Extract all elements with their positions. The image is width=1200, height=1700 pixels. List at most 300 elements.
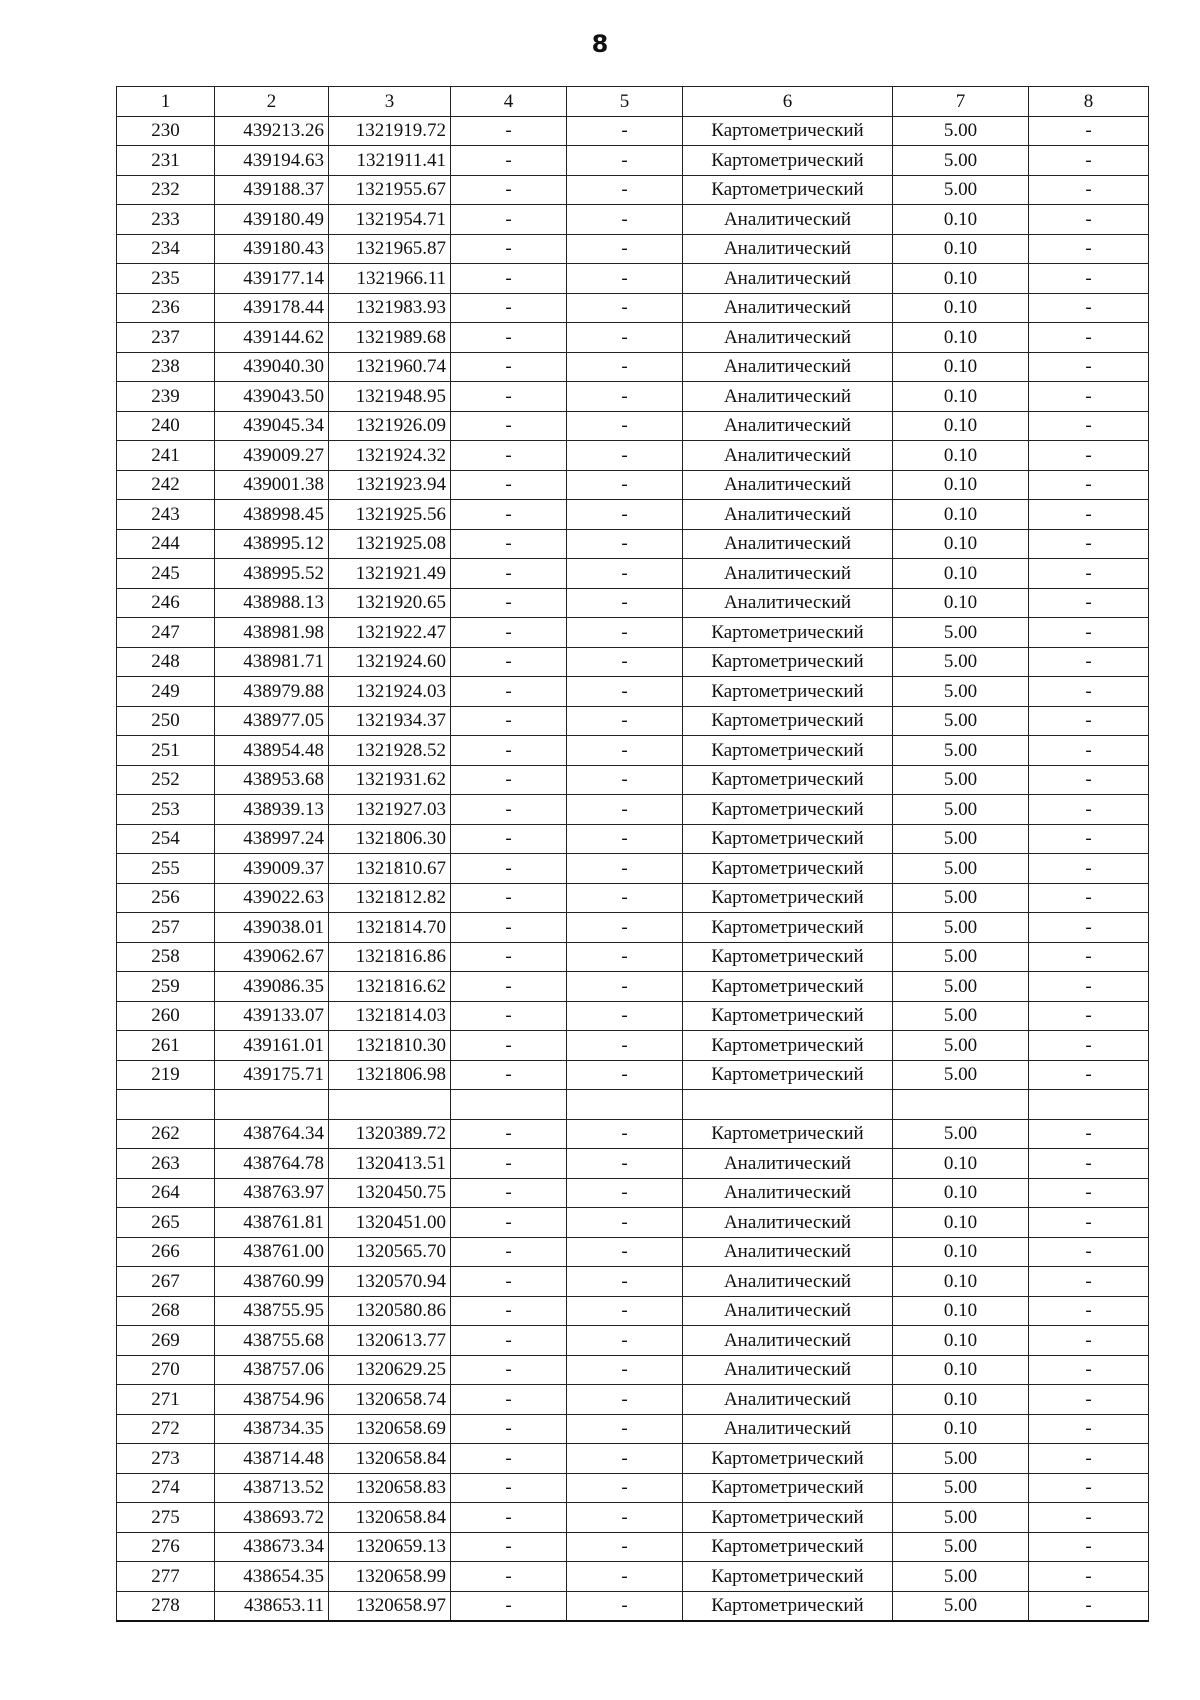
table-cell: -: [451, 1385, 567, 1415]
table-cell: Картометрический: [683, 1473, 893, 1503]
table-cell: 246: [117, 588, 215, 618]
table-cell: 5.00: [893, 972, 1029, 1002]
table-cell: 0.10: [893, 1149, 1029, 1179]
table-cell: -: [1029, 1385, 1149, 1415]
table-cell: 439062.67: [215, 942, 329, 972]
table-cell: -: [1029, 736, 1149, 766]
table-cell: -: [451, 647, 567, 677]
table-cell: Картометрический: [683, 175, 893, 205]
table-cell: -: [1029, 411, 1149, 441]
table-cell: 235: [117, 264, 215, 294]
table-cell: 5.00: [893, 854, 1029, 884]
table-cell: Картометрический: [683, 913, 893, 943]
table-cell: 270: [117, 1355, 215, 1385]
table-cell: -: [567, 1267, 683, 1297]
table-cell: 438653.11: [215, 1591, 329, 1621]
table-cell: -: [567, 382, 683, 412]
table-cell: 265: [117, 1208, 215, 1238]
table-cell: -: [1029, 913, 1149, 943]
table-row: [117, 293, 1149, 323]
table-cell: 241: [117, 441, 215, 471]
table-cell: 278: [117, 1591, 215, 1621]
table-cell: 439144.62: [215, 323, 329, 353]
table-cell: -: [567, 854, 683, 884]
table-cell: Аналитический: [683, 441, 893, 471]
table-cell: 262: [117, 1119, 215, 1149]
table-cell: 1320580.86: [329, 1296, 451, 1326]
table-cell: 438760.99: [215, 1267, 329, 1297]
table-cell: 240: [117, 411, 215, 441]
table-cell: -: [567, 795, 683, 825]
table-cell: 0.10: [893, 588, 1029, 618]
table-cell: -: [567, 1237, 683, 1267]
table-row: [117, 1178, 1149, 1208]
table-cell: -: [567, 1532, 683, 1562]
table-cell: -: [1029, 588, 1149, 618]
table-cell: 438764.34: [215, 1119, 329, 1149]
table-cell: Картометрический: [683, 618, 893, 648]
table-cell: [893, 1090, 1029, 1120]
table-cell: 5.00: [893, 1119, 1029, 1149]
table-cell: -: [1029, 1178, 1149, 1208]
table-cell: 438761.81: [215, 1208, 329, 1238]
table-cell: -: [451, 1149, 567, 1179]
table-cell: 256: [117, 883, 215, 913]
table-cell: 1320658.83: [329, 1473, 451, 1503]
table-row: [117, 1503, 1149, 1533]
table-cell: Аналитический: [683, 1208, 893, 1238]
table-row: [117, 1090, 1149, 1120]
table-cell: 258: [117, 942, 215, 972]
table-cell: -: [451, 1591, 567, 1621]
table-cell: 1321923.94: [329, 470, 451, 500]
table-cell: -: [1029, 1591, 1149, 1621]
table-cell: 276: [117, 1532, 215, 1562]
table-cell: 266: [117, 1237, 215, 1267]
table-cell: Картометрический: [683, 146, 893, 176]
table-cell: [215, 1090, 329, 1120]
table-cell: [1029, 1090, 1149, 1120]
table-cell: 439133.07: [215, 1001, 329, 1031]
table-cell: 0.10: [893, 1326, 1029, 1356]
table-row: [117, 146, 1149, 176]
table-cell: -: [567, 765, 683, 795]
table-row: [117, 1414, 1149, 1444]
table-cell: 0.10: [893, 382, 1029, 412]
page-number: 8: [591, 30, 609, 58]
table-cell: 439045.34: [215, 411, 329, 441]
table-cell: -: [567, 1031, 683, 1061]
table-cell: -: [1029, 1237, 1149, 1267]
table-cell: 1321925.08: [329, 529, 451, 559]
table-cell: -: [1029, 293, 1149, 323]
table-cell: 0.10: [893, 1296, 1029, 1326]
table-cell: 251: [117, 736, 215, 766]
table-cell: -: [1029, 942, 1149, 972]
table-cell: -: [567, 1119, 683, 1149]
table-cell: 0.10: [893, 529, 1029, 559]
table-cell: -: [567, 1503, 683, 1533]
table-cell: -: [1029, 205, 1149, 235]
table-cell: 1321934.37: [329, 706, 451, 736]
table-cell: 1321814.03: [329, 1001, 451, 1031]
table-cell: 1321931.62: [329, 765, 451, 795]
table-cell: Картометрический: [683, 1591, 893, 1621]
table-body: [117, 116, 1149, 1621]
table-cell: Картометрический: [683, 883, 893, 913]
table-cell: -: [451, 942, 567, 972]
table-cell: Картометрический: [683, 706, 893, 736]
table-row: [117, 1532, 1149, 1562]
table-cell: -: [1029, 559, 1149, 589]
table-cell: 1321920.65: [329, 588, 451, 618]
table-row: [117, 411, 1149, 441]
table-cell: Аналитический: [683, 234, 893, 264]
table-cell: -: [451, 1208, 567, 1238]
table-cell: -: [1029, 1001, 1149, 1031]
table-cell: 438988.13: [215, 588, 329, 618]
table-cell: 5.00: [893, 618, 1029, 648]
table-cell: -: [451, 205, 567, 235]
table-cell: [329, 1090, 451, 1120]
column-header-6: 6: [683, 87, 893, 117]
table-cell: -: [567, 677, 683, 707]
table-cell: 439180.49: [215, 205, 329, 235]
table-cell: -: [567, 264, 683, 294]
table-cell: -: [567, 972, 683, 1002]
table-cell: Аналитический: [683, 205, 893, 235]
table-cell: 438954.48: [215, 736, 329, 766]
table-cell: 230: [117, 116, 215, 146]
table-row: [117, 1237, 1149, 1267]
table-cell: -: [451, 588, 567, 618]
table-cell: 0.10: [893, 234, 1029, 264]
table-cell: -: [1029, 677, 1149, 707]
table-cell: Картометрический: [683, 942, 893, 972]
table-row: [117, 736, 1149, 766]
table-header-row: [117, 87, 1149, 117]
table-cell: -: [1029, 795, 1149, 825]
table-cell: -: [1029, 1296, 1149, 1326]
table-cell: 1321921.49: [329, 559, 451, 589]
table-row: [117, 1355, 1149, 1385]
table-cell: Аналитический: [683, 382, 893, 412]
table-cell: 244: [117, 529, 215, 559]
table-cell: -: [567, 116, 683, 146]
table-row: [117, 942, 1149, 972]
table-cell: -: [567, 1385, 683, 1415]
table-cell: -: [567, 205, 683, 235]
table-cell: 0.10: [893, 205, 1029, 235]
table-cell: 5.00: [893, 1503, 1029, 1533]
table-cell: 5.00: [893, 1562, 1029, 1592]
table-cell: -: [451, 234, 567, 264]
table-cell: 438763.97: [215, 1178, 329, 1208]
table-cell: -: [451, 618, 567, 648]
column-header-2: 2: [215, 87, 329, 117]
table-cell: -: [451, 323, 567, 353]
table-cell: 438654.35: [215, 1562, 329, 1592]
table-cell: -: [451, 1532, 567, 1562]
table-cell: -: [567, 1326, 683, 1356]
table-cell: 438713.52: [215, 1473, 329, 1503]
table-cell: -: [451, 1031, 567, 1061]
table-cell: 5.00: [893, 942, 1029, 972]
table-cell: 0.10: [893, 264, 1029, 294]
table-cell: Картометрический: [683, 765, 893, 795]
table-row: [117, 1385, 1149, 1415]
table-cell: -: [1029, 470, 1149, 500]
table-row: [117, 1119, 1149, 1149]
table-cell: -: [567, 618, 683, 648]
table-cell: 438997.24: [215, 824, 329, 854]
table-cell: 0.10: [893, 1237, 1029, 1267]
table-cell: Картометрический: [683, 1119, 893, 1149]
table-cell: -: [451, 559, 567, 589]
table-cell: 438755.68: [215, 1326, 329, 1356]
table-cell: -: [567, 1444, 683, 1474]
table-cell: -: [451, 824, 567, 854]
table-cell: Картометрический: [683, 824, 893, 854]
table-cell: 438977.05: [215, 706, 329, 736]
table-row: [117, 795, 1149, 825]
table-cell: 439038.01: [215, 913, 329, 943]
table-cell: 438754.96: [215, 1385, 329, 1415]
table-cell: -: [567, 441, 683, 471]
table-cell: 260: [117, 1001, 215, 1031]
table-cell: -: [451, 1267, 567, 1297]
table-cell: -: [451, 736, 567, 766]
table-cell: Аналитический: [683, 559, 893, 589]
table-cell: 0.10: [893, 1414, 1029, 1444]
table-cell: 439161.01: [215, 1031, 329, 1061]
table-cell: 248: [117, 647, 215, 677]
table-cell: -: [451, 293, 567, 323]
table-row: [117, 1296, 1149, 1326]
table-row: [117, 1562, 1149, 1592]
table-cell: 1320658.84: [329, 1444, 451, 1474]
table-cell: 5.00: [893, 1001, 1029, 1031]
table-cell: Аналитический: [683, 1414, 893, 1444]
table-cell: 253: [117, 795, 215, 825]
table-cell: -: [1029, 883, 1149, 913]
table-row: [117, 588, 1149, 618]
table-cell: 242: [117, 470, 215, 500]
table-cell: Аналитический: [683, 293, 893, 323]
table-row: [117, 1031, 1149, 1061]
table-cell: 275: [117, 1503, 215, 1533]
table-cell: -: [1029, 352, 1149, 382]
table-cell: 0.10: [893, 559, 1029, 589]
table-cell: 1321922.47: [329, 618, 451, 648]
table-cell: -: [567, 1562, 683, 1592]
table-cell: 439178.44: [215, 293, 329, 323]
table-cell: 5.00: [893, 883, 1029, 913]
table-cell: -: [451, 411, 567, 441]
table-cell: -: [1029, 854, 1149, 884]
table-cell: Картометрический: [683, 647, 893, 677]
table-cell: -: [567, 146, 683, 176]
table-cell: 252: [117, 765, 215, 795]
table-cell: 1321954.71: [329, 205, 451, 235]
table-cell: -: [567, 1473, 683, 1503]
table-cell: -: [451, 264, 567, 294]
table-cell: -: [1029, 234, 1149, 264]
table-cell: -: [567, 1208, 683, 1238]
table-row: [117, 1591, 1149, 1621]
table-cell: 439043.50: [215, 382, 329, 412]
table-cell: -: [451, 146, 567, 176]
table-cell: Аналитический: [683, 529, 893, 559]
table-cell: -: [451, 1060, 567, 1090]
table-row: [117, 470, 1149, 500]
table-cell: -: [567, 883, 683, 913]
table-cell: 249: [117, 677, 215, 707]
table-cell: 261: [117, 1031, 215, 1061]
table-cell: 1321955.67: [329, 175, 451, 205]
table-row: [117, 323, 1149, 353]
table-cell: 0.10: [893, 352, 1029, 382]
table-cell: -: [451, 1001, 567, 1031]
table-row: [117, 529, 1149, 559]
table-cell: -: [451, 382, 567, 412]
table-cell: 5.00: [893, 175, 1029, 205]
table-row: [117, 559, 1149, 589]
table-row: [117, 913, 1149, 943]
table-cell: 243: [117, 500, 215, 530]
table-row: [117, 264, 1149, 294]
table-cell: Аналитический: [683, 1326, 893, 1356]
table-cell: -: [1029, 146, 1149, 176]
table-cell: 439001.38: [215, 470, 329, 500]
table-cell: 0.10: [893, 323, 1029, 353]
table-cell: -: [451, 883, 567, 913]
table-cell: 438939.13: [215, 795, 329, 825]
table-cell: 1320658.99: [329, 1562, 451, 1592]
table-cell: 5.00: [893, 1473, 1029, 1503]
table-cell: -: [1029, 116, 1149, 146]
table-cell: 439022.63: [215, 883, 329, 913]
table-cell: 277: [117, 1562, 215, 1592]
table-cell: Картометрический: [683, 1001, 893, 1031]
table-cell: 1321989.68: [329, 323, 451, 353]
table-cell: Аналитический: [683, 411, 893, 441]
table-cell: 438981.98: [215, 618, 329, 648]
table-cell: 1320613.77: [329, 1326, 451, 1356]
table-cell: 0.10: [893, 500, 1029, 530]
table-cell: Аналитический: [683, 588, 893, 618]
table-cell: 1320629.25: [329, 1355, 451, 1385]
table-cell: [567, 1090, 683, 1120]
table-cell: 1320451.00: [329, 1208, 451, 1238]
table-row: [117, 1267, 1149, 1297]
table-row: [117, 618, 1149, 648]
table-cell: 255: [117, 854, 215, 884]
table-cell: 263: [117, 1149, 215, 1179]
table-cell: 1320658.97: [329, 1591, 451, 1621]
table-cell: Картометрический: [683, 1532, 893, 1562]
column-header-3: 3: [329, 87, 451, 117]
table-cell: 0.10: [893, 293, 1029, 323]
table-cell: 0.10: [893, 411, 1029, 441]
table-cell: 1320389.72: [329, 1119, 451, 1149]
table-cell: 5.00: [893, 1060, 1029, 1090]
table-cell: 1321911.41: [329, 146, 451, 176]
table-cell: 5.00: [893, 1444, 1029, 1474]
table-cell: -: [567, 1001, 683, 1031]
table-cell: -: [451, 854, 567, 884]
table-cell: -: [451, 352, 567, 382]
table-cell: 1321806.98: [329, 1060, 451, 1090]
table-cell: 439213.26: [215, 116, 329, 146]
table-cell: -: [567, 352, 683, 382]
table-cell: -: [567, 293, 683, 323]
table-cell: 438693.72: [215, 1503, 329, 1533]
table-cell: -: [567, 1591, 683, 1621]
table-cell: 245: [117, 559, 215, 589]
table-cell: -: [451, 913, 567, 943]
column-header-4: 4: [451, 87, 567, 117]
table-cell: -: [1029, 500, 1149, 530]
table-row: [117, 824, 1149, 854]
table-cell: -: [567, 913, 683, 943]
table-cell: Картометрический: [683, 1503, 893, 1533]
table-cell: 1320565.70: [329, 1237, 451, 1267]
table-row: [117, 175, 1149, 205]
table-cell: Картометрический: [683, 1444, 893, 1474]
table-cell: -: [1029, 1208, 1149, 1238]
table-cell: 247: [117, 618, 215, 648]
table-row: [117, 883, 1149, 913]
table-cell: 1321816.86: [329, 942, 451, 972]
table-cell: -: [1029, 972, 1149, 1002]
table-row: [117, 205, 1149, 235]
table-cell: Картометрический: [683, 677, 893, 707]
table-cell: 233: [117, 205, 215, 235]
table-cell: -: [1029, 1267, 1149, 1297]
table-cell: 1320450.75: [329, 1178, 451, 1208]
table-cell: -: [1029, 765, 1149, 795]
table-cell: 438998.45: [215, 500, 329, 530]
table-cell: -: [567, 1355, 683, 1385]
table-cell: -: [1029, 1326, 1149, 1356]
table-cell: -: [567, 736, 683, 766]
table-cell: 438714.48: [215, 1444, 329, 1474]
table-cell: -: [451, 706, 567, 736]
table-cell: 438981.71: [215, 647, 329, 677]
table-cell: 0.10: [893, 470, 1029, 500]
coordinates-table: [116, 86, 1149, 1622]
table-cell: 438995.52: [215, 559, 329, 589]
table-cell: 257: [117, 913, 215, 943]
table-cell: -: [1029, 1119, 1149, 1149]
table-cell: -: [451, 1326, 567, 1356]
table-cell: 1320658.69: [329, 1414, 451, 1444]
table-cell: -: [1029, 1031, 1149, 1061]
table-cell: 1321960.74: [329, 352, 451, 382]
table-cell: Картометрический: [683, 1060, 893, 1090]
table-cell: -: [451, 1178, 567, 1208]
table-cell: 439180.43: [215, 234, 329, 264]
table-cell: -: [451, 470, 567, 500]
table-cell: Картометрический: [683, 972, 893, 1002]
table-cell: -: [567, 1149, 683, 1179]
table-cell: -: [451, 175, 567, 205]
table-cell: 5.00: [893, 795, 1029, 825]
table-cell: 236: [117, 293, 215, 323]
table-cell: 5.00: [893, 765, 1029, 795]
table-cell: -: [451, 677, 567, 707]
